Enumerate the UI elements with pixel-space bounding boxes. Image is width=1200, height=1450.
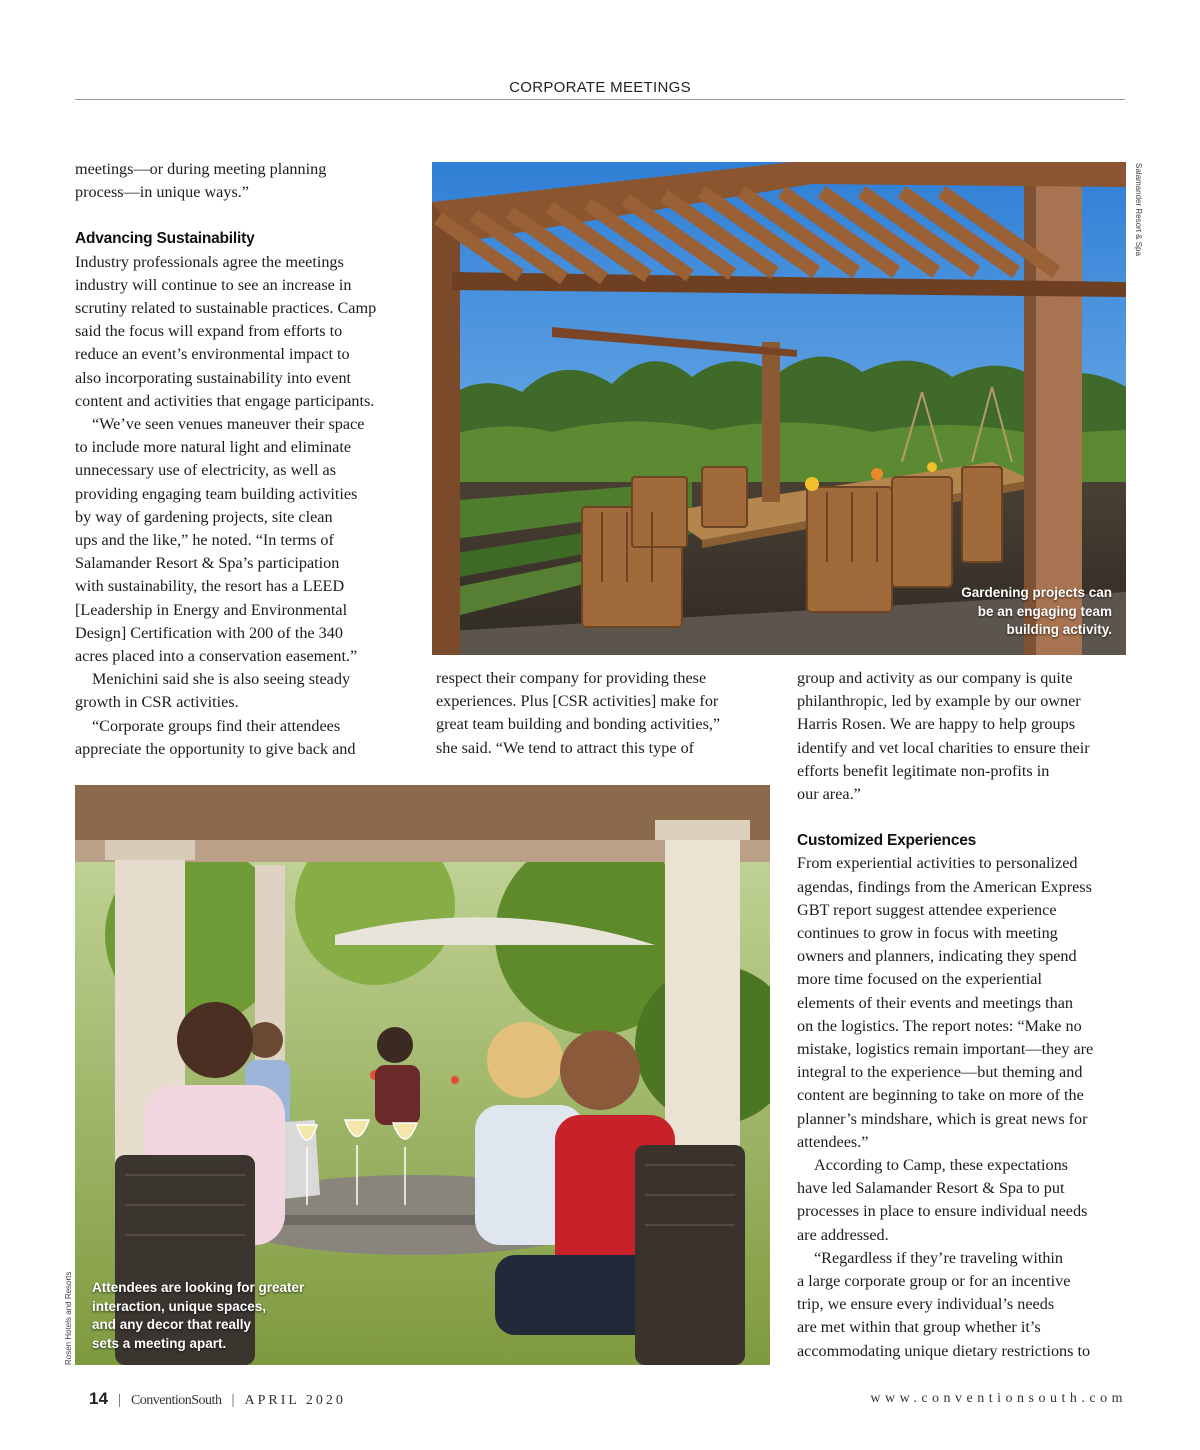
photo-attendees-patio [75,785,770,1365]
paragraph-sustainability-4: “Corporate groups find their attendees appreciate the opportunity to give back and [75,716,356,758]
paragraph-sustainability-2: “We’ve seen venues maneuver their space to include more natural light and eliminate unnecessary use of electricity, as well as providing engaging team building activities by way of gardening projects, site clean ups and the like,” he noted. “In terms of Salamander Resort & Spa’s participation with sustainability, the resort has a LEED [Leadership in Energy and Environmental Design] Certification with 200 of the 340 acres placed into a conservation easement.” [75,415,365,666]
paragraph-experiences-3: “Regardless if they’re traveling within a large corporate group or for an incentive trip, we ensure every individual’s needs are met within that group whether it’s accommodating unique dietary restrictions to [797,1248,1091,1360]
garden-pergola-image [432,162,1126,655]
column-3 [797,667,1132,1363]
caption-gardening: Gardening projects can be an engaging team building activity. [961,585,1112,637]
photo-credit-rosen: Rosen Hotels and Resorts [64,1271,73,1365]
section-header: CORPORATE MEETINGS [509,79,691,96]
intro-paragraph: meetings—or during meeting planning process—in unique ways.” [75,160,327,202]
paragraph-experiences-1: From experiential activities to personalized agendas, findings from the American Express GBT report suggest attendee experience continues to grow in focus with meeting owners and planners, indicating they spend more time focused on the experiential elements of their events and meetings than on the logistics. The report notes: “Make no mistake, logistics remain important—they are integral to the experience—but theming and content are beginning to take on more of the planner’s mindshare, which is great news for attendees.” [797,854,1094,1151]
magazine-name: ConventionSouth [130,1393,222,1408]
issue-date: APRIL 2020 [244,1393,346,1408]
paragraph-continuation: respect their company for providing these experiences. Plus [CSR activities] make for great team building and bonding activities,” she said. “We tend to attract this type of [436,669,721,757]
attendees-patio-image [75,785,770,1365]
footer-separator-1: | [117,1392,121,1408]
column-1 [75,158,415,761]
footer-separator-2: | [231,1392,235,1408]
page-number: 14 [89,1389,108,1408]
paragraph-experiences-2: According to Camp, these expectations have led Salamander Resort & Spa to put processes in place to ensure individual needs are addressed. [797,1156,1088,1244]
photo-garden-pergola [432,162,1126,655]
photo-credit-salamander: Salamander Resort & Spa [1134,163,1143,256]
header-divider [75,99,1125,100]
caption-attendees: Attendees are looking for greater interaction, unique spaces, and any decor that really sets a meeting apart. [92,1280,305,1351]
paragraph-sustainability-3: Menichini said she is also seeing steady growth in CSR activities. [75,670,351,712]
paragraph-philanthropic: group and activity as our company is quite philanthropic, led by example by our owner Harris Rosen. We are happy to help groups identify and vet local charities to ensure their efforts benefit legitimate non-profits in our area.” [797,669,1090,804]
paragraph-sustainability-1: Industry professionals agree the meetings industry will continue to see an increase in scrutiny related to sustainable practices. Camp said the focus will expand from efforts to reduce an event’s environmental impact to also incorporating sustainability into event content and activities that engage participants. [75,252,377,410]
website-url[interactable]: www.conventionsouth.com [870,1391,1127,1406]
page-footer-left [89,1389,346,1409]
column-2 [436,667,776,760]
heading-customized-experiences: Customized Experiences [797,832,977,850]
heading-advancing-sustainability: Advancing Sustainability [75,230,255,248]
